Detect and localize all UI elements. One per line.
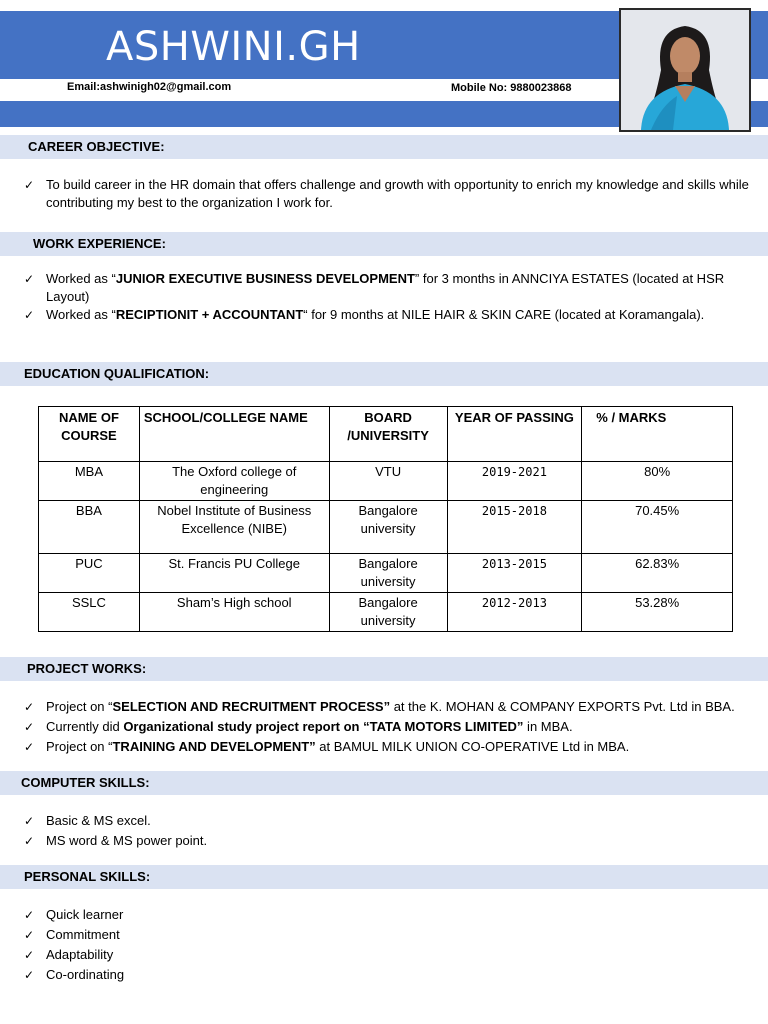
- candidate-name: ASHWINI.GH: [106, 24, 361, 70]
- projects-title: PROJECT WORKS:: [27, 661, 147, 676]
- personal-skill-item: ✓ Quick learner: [24, 907, 124, 922]
- mobile-text: Mobile No: 9880023868: [451, 82, 572, 94]
- computer-skills-title: COMPUTER SKILLS:: [21, 775, 150, 790]
- header-cell: NAME OF COURSE: [39, 407, 140, 462]
- checkmark-icon: ✓: [24, 908, 35, 922]
- header-cell: YEAR OF PASSING: [447, 407, 582, 462]
- checkmark-icon: ✓: [24, 178, 35, 192]
- work-experience-title: WORK EXPERIENCE:: [33, 236, 166, 251]
- table-header-row: [39, 407, 733, 462]
- personal-skills-title: PERSONAL SKILLS:: [24, 869, 151, 884]
- profile-photo-image: [621, 10, 749, 130]
- header-cell: % / MARKS: [582, 407, 733, 462]
- header-cell: BOARD /UNIVERSITY: [329, 407, 447, 462]
- personal-skill-item: ✓ Commitment: [24, 927, 120, 942]
- education-title: EDUCATION QUALIFICATION:: [24, 366, 210, 381]
- project-item: ✓ Project on “SELECTION AND RECRUITMENT PROCESS” at the K. MOHAN & COMPANY EXPORTS Pvt. Ltd in BBA.: [24, 699, 735, 714]
- checkmark-icon: ✓: [24, 272, 35, 286]
- section-work-experience: [0, 232, 768, 256]
- computer-skill-item: ✓ MS word & MS power point.: [24, 833, 208, 848]
- section-computer-skills: [0, 771, 768, 795]
- header-cell: SCHOOL/COLLEGE NAME: [139, 407, 329, 462]
- checkmark-icon: ✓: [24, 948, 35, 962]
- checkmark-icon: ✓: [24, 700, 35, 714]
- section-education: [0, 362, 768, 386]
- profile-photo: [619, 8, 751, 132]
- computer-skill-item: ✓ Basic & MS excel.: [24, 813, 151, 828]
- checkmark-icon: ✓: [24, 928, 35, 942]
- checkmark-icon: ✓: [24, 834, 35, 848]
- table-row: SSLC Sham’s High school Bangalore university 2012-2013 53.28%: [39, 593, 733, 632]
- checkmark-icon: ✓: [24, 720, 35, 734]
- section-career-objective: [0, 135, 768, 159]
- work-item: ✓ Worked as “RECIPTIONIT + ACCOUNTANT“ for 9 months at NILE HAIR & SKIN CARE (located at Koramangala).: [24, 307, 705, 322]
- personal-skill-item: ✓ Co-ordinating: [24, 967, 125, 982]
- section-personal-skills: [0, 865, 768, 889]
- checkmark-icon: ✓: [24, 308, 35, 322]
- career-objective-title: CAREER OBJECTIVE:: [28, 139, 165, 154]
- table-row: PUC St. Francis PU College Bangalore university 2013-2015 62.83%: [39, 554, 733, 593]
- work-item: ✓ Worked as “JUNIOR EXECUTIVE BUSINESS DEVELOPMENT” for 3 months in ANNCIYA ESTATES (located at HSR Layout): [24, 271, 725, 304]
- checkmark-icon: ✓: [24, 740, 35, 754]
- education-table: [38, 406, 733, 632]
- email-text: Email:ashwinigh02@gmail.com: [67, 81, 232, 93]
- project-item: ✓ Project on “TRAINING AND DEVELOPMENT” at BAMUL MILK UNION CO-OPERATIVE Ltd in MBA.: [24, 739, 630, 754]
- checkmark-icon: ✓: [24, 968, 35, 982]
- checkmark-icon: ✓: [24, 814, 35, 828]
- section-projects: [0, 657, 768, 681]
- project-item: ✓ Currently did Organizational study project report on “TATA MOTORS LIMITED” in MBA.: [24, 719, 573, 734]
- career-objective-item: ✓ To build career in the HR domain that offers challenge and growth with opportunity to enrich my knowledge and skills while contributing my best to the organization I work for.: [24, 177, 749, 210]
- table-row: BBA Nobel Institute of Business Excellence (NIBE) Bangalore university 2015-2018 70.45%: [39, 501, 733, 554]
- personal-skill-item: ✓ Adaptability: [24, 947, 114, 962]
- table-row: MBA The Oxford college of engineering VTU 2019-2021 80%: [39, 462, 733, 501]
